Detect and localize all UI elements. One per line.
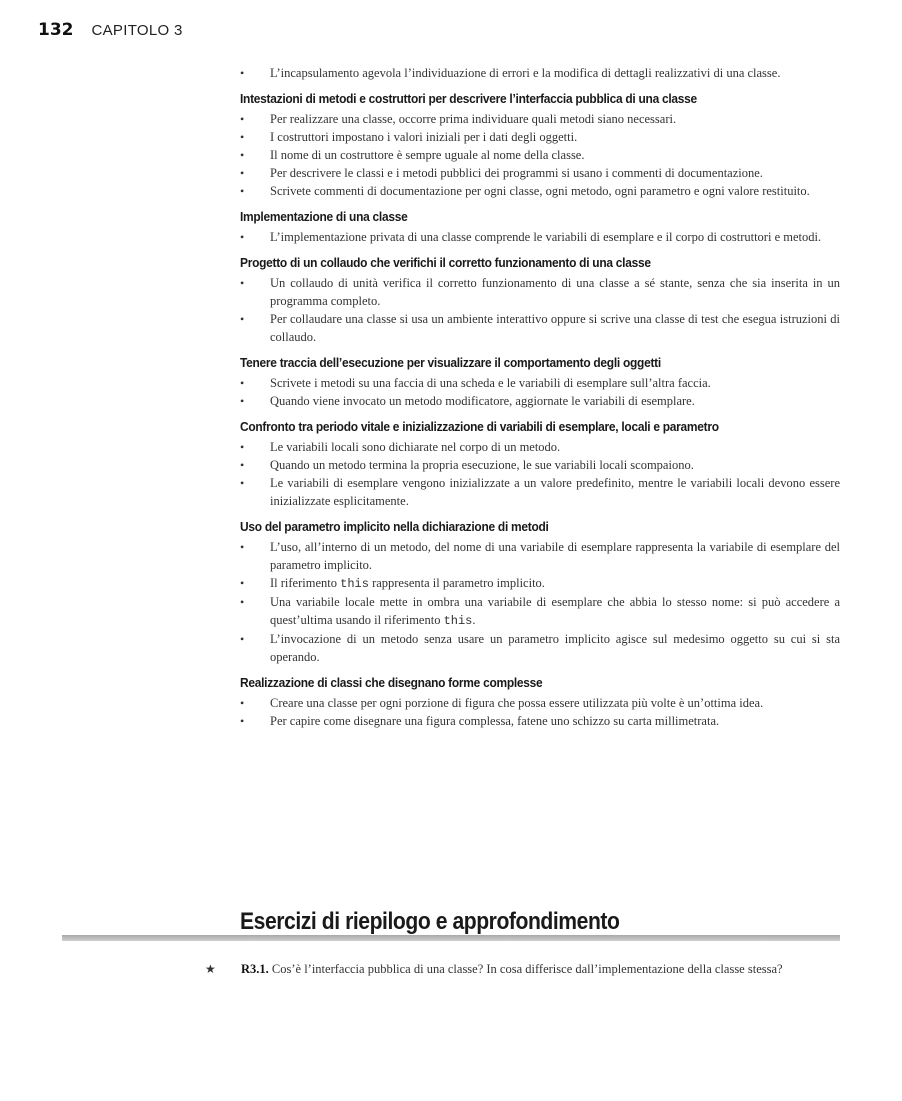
list-item-text: Il nome di un costruttore è sempre uguale al nome della classe. [270, 148, 585, 162]
bullet-list [240, 374, 840, 410]
bullet-icon: • [240, 595, 245, 609]
list-item-text: Una variabile locale mette in ombra una variabile di esemplare che abbia lo stesso nome: si può accedere a quest’ultima usando il riferimento this. [270, 595, 840, 628]
list-item-text: Le variabili di esemplare vengono inizializzate a un valore predefinito, mentre le variabili locali devono essere inizializzate esplicitamente. [270, 476, 840, 508]
list-item [240, 538, 840, 574]
star-icon: ★ [205, 962, 216, 976]
bullet-icon: • [240, 696, 245, 710]
list-item-text: Per collaudare una classe si usa un ambiente interattivo oppure si scrive una classe di test che esegua istruzioni di collaudo. [270, 312, 840, 344]
list-item-text: L’invocazione di un metodo senza usare un parametro implicito agisce sul medesimo oggetto su cui si sta operando. [270, 632, 840, 664]
list-item-text: Quando un metodo termina la propria esecuzione, le sue variabili locali scompaiono. [270, 458, 694, 472]
section-heading: Realizzazione di classi che disegnano forme complesse [240, 675, 543, 690]
section-heading: Intestazioni di metodi e costruttori per descrivere l’interfaccia pubblica di una classe [240, 91, 697, 106]
page-number: 132 [38, 20, 74, 40]
exercises-title: Esercizi di riepilogo e approfondimento [240, 908, 620, 935]
summary-section [240, 419, 840, 510]
summary-content [240, 64, 840, 730]
list-item [240, 182, 840, 200]
bullet-list [240, 438, 840, 510]
bullet-icon: • [240, 66, 245, 80]
bullet-icon: • [240, 148, 245, 162]
bullet-icon: • [240, 312, 245, 326]
list-item-text: Per realizzare una classe, occorre prima individuare quali metodi siano necessari. [270, 112, 677, 126]
bullet-icon: • [240, 376, 245, 390]
chapter-label: CAPITOLO 3 [91, 22, 183, 39]
summary-section [240, 355, 840, 410]
bullet-icon: • [240, 166, 245, 180]
bullet-list [240, 694, 840, 730]
summary-sections [240, 91, 840, 730]
section-heading: Progetto di un collaudo che verifichi il corretto funzionamento di una classe [240, 255, 651, 270]
list-item-text: I costruttori impostano i valori iniziali per i dati degli oggetti. [270, 130, 578, 144]
list-item [240, 128, 840, 146]
bullet-icon: • [240, 130, 245, 144]
bullet-icon: • [240, 714, 245, 728]
list-item-text: Per descrivere le classi e i metodi pubblici dei programmi si usano i commenti di documentazione. [270, 166, 763, 180]
list-item [240, 392, 840, 410]
list-item [240, 694, 840, 712]
bullet-list [240, 538, 840, 666]
bullet-icon: • [240, 476, 245, 490]
bullet-icon: • [240, 540, 245, 554]
list-item-text: Quando viene invocato un metodo modificatore, aggiornate le variabili di esemplare. [270, 394, 695, 408]
bullet-icon: • [240, 112, 245, 126]
list-item [240, 474, 840, 510]
list-item [240, 64, 840, 82]
summary-section [240, 675, 840, 730]
list-item [240, 110, 840, 128]
list-item-text: Le variabili locali sono dichiarate nel corpo di un metodo. [270, 440, 561, 454]
bullet-icon: • [240, 576, 245, 590]
list-item [240, 274, 840, 310]
bullet-icon: • [240, 632, 245, 646]
summary-section [240, 91, 840, 200]
list-item-text: Creare una classe per ogni porzione di figura che possa essere utilizzata più volte è un’ottima idea. [270, 696, 764, 710]
section-heading: Implementazione di una classe [240, 209, 408, 224]
list-item [240, 593, 840, 630]
list-item [240, 374, 840, 392]
bullet-icon: • [240, 394, 245, 408]
section-heading: Uso del parametro implicito nella dichiarazione di metodi [240, 519, 549, 534]
list-item [240, 146, 840, 164]
summary-section [240, 519, 840, 666]
list-item [240, 456, 840, 474]
bullet-list [240, 110, 840, 200]
exercise-text: Cos’è l’interfaccia pubblica di una classe? In cosa differisce dall’implementazione della classe stessa? [271, 962, 783, 976]
list-item [240, 228, 840, 246]
summary-section [240, 209, 840, 246]
section-heading: Confronto tra periodo vitale e inizializzazione di variabili di esemplare, locali e parametro [240, 419, 719, 434]
list-item [240, 630, 840, 666]
bullet-list [240, 274, 840, 346]
list-item [240, 712, 840, 730]
list-item [240, 438, 840, 456]
section-heading: Tenere traccia dell’esecuzione per visualizzare il comportamento degli oggetti [240, 355, 661, 370]
page-header [38, 20, 183, 44]
list-item [240, 574, 840, 593]
list-item-text: L’uso, all’interno di un metodo, del nome di una variabile di esemplare rappresenta la variabile di esemplare del parametro implicito. [270, 540, 840, 572]
bullet-icon: • [240, 184, 245, 198]
bullet-list [240, 228, 840, 246]
bullet-icon: • [240, 440, 245, 454]
exercises-header [62, 908, 840, 942]
bullet-icon: • [240, 458, 245, 472]
exercise-id: R3.1. [241, 962, 269, 976]
intro-bullet-list [240, 64, 840, 82]
bullet-icon: • [240, 276, 245, 290]
list-item-text: Il riferimento this rappresenta il parametro implicito. [270, 576, 545, 591]
list-item-text: L’implementazione privata di una classe comprende le variabili di esemplare e il corpo di costruttori e metodi. [270, 230, 822, 244]
list-item-text: Scrivete commenti di documentazione per ogni classe, ogni metodo, ogni parametro e ogni valore restituito. [270, 184, 810, 198]
list-item-text: Per capire come disegnare una figura complessa, fatene uno schizzo su carta millimetrata. [270, 714, 720, 728]
bullet-icon: • [240, 230, 245, 244]
summary-section [240, 255, 840, 346]
list-item [240, 164, 840, 182]
list-item-text: Scrivete i metodi su una faccia di una scheda e le variabili di esemplare sull’altra faccia. [270, 376, 711, 390]
list-item-text: Un collaudo di unità verifica il corretto funzionamento di una classe a sé stante, senza che sia inserita in un programma completo. [270, 276, 840, 308]
list-item-text: L’incapsulamento agevola l’individuazione di errori e la modifica di dettagli realizzativi di una classe. [270, 66, 781, 80]
list-item [240, 310, 840, 346]
exercise-item [205, 960, 840, 978]
